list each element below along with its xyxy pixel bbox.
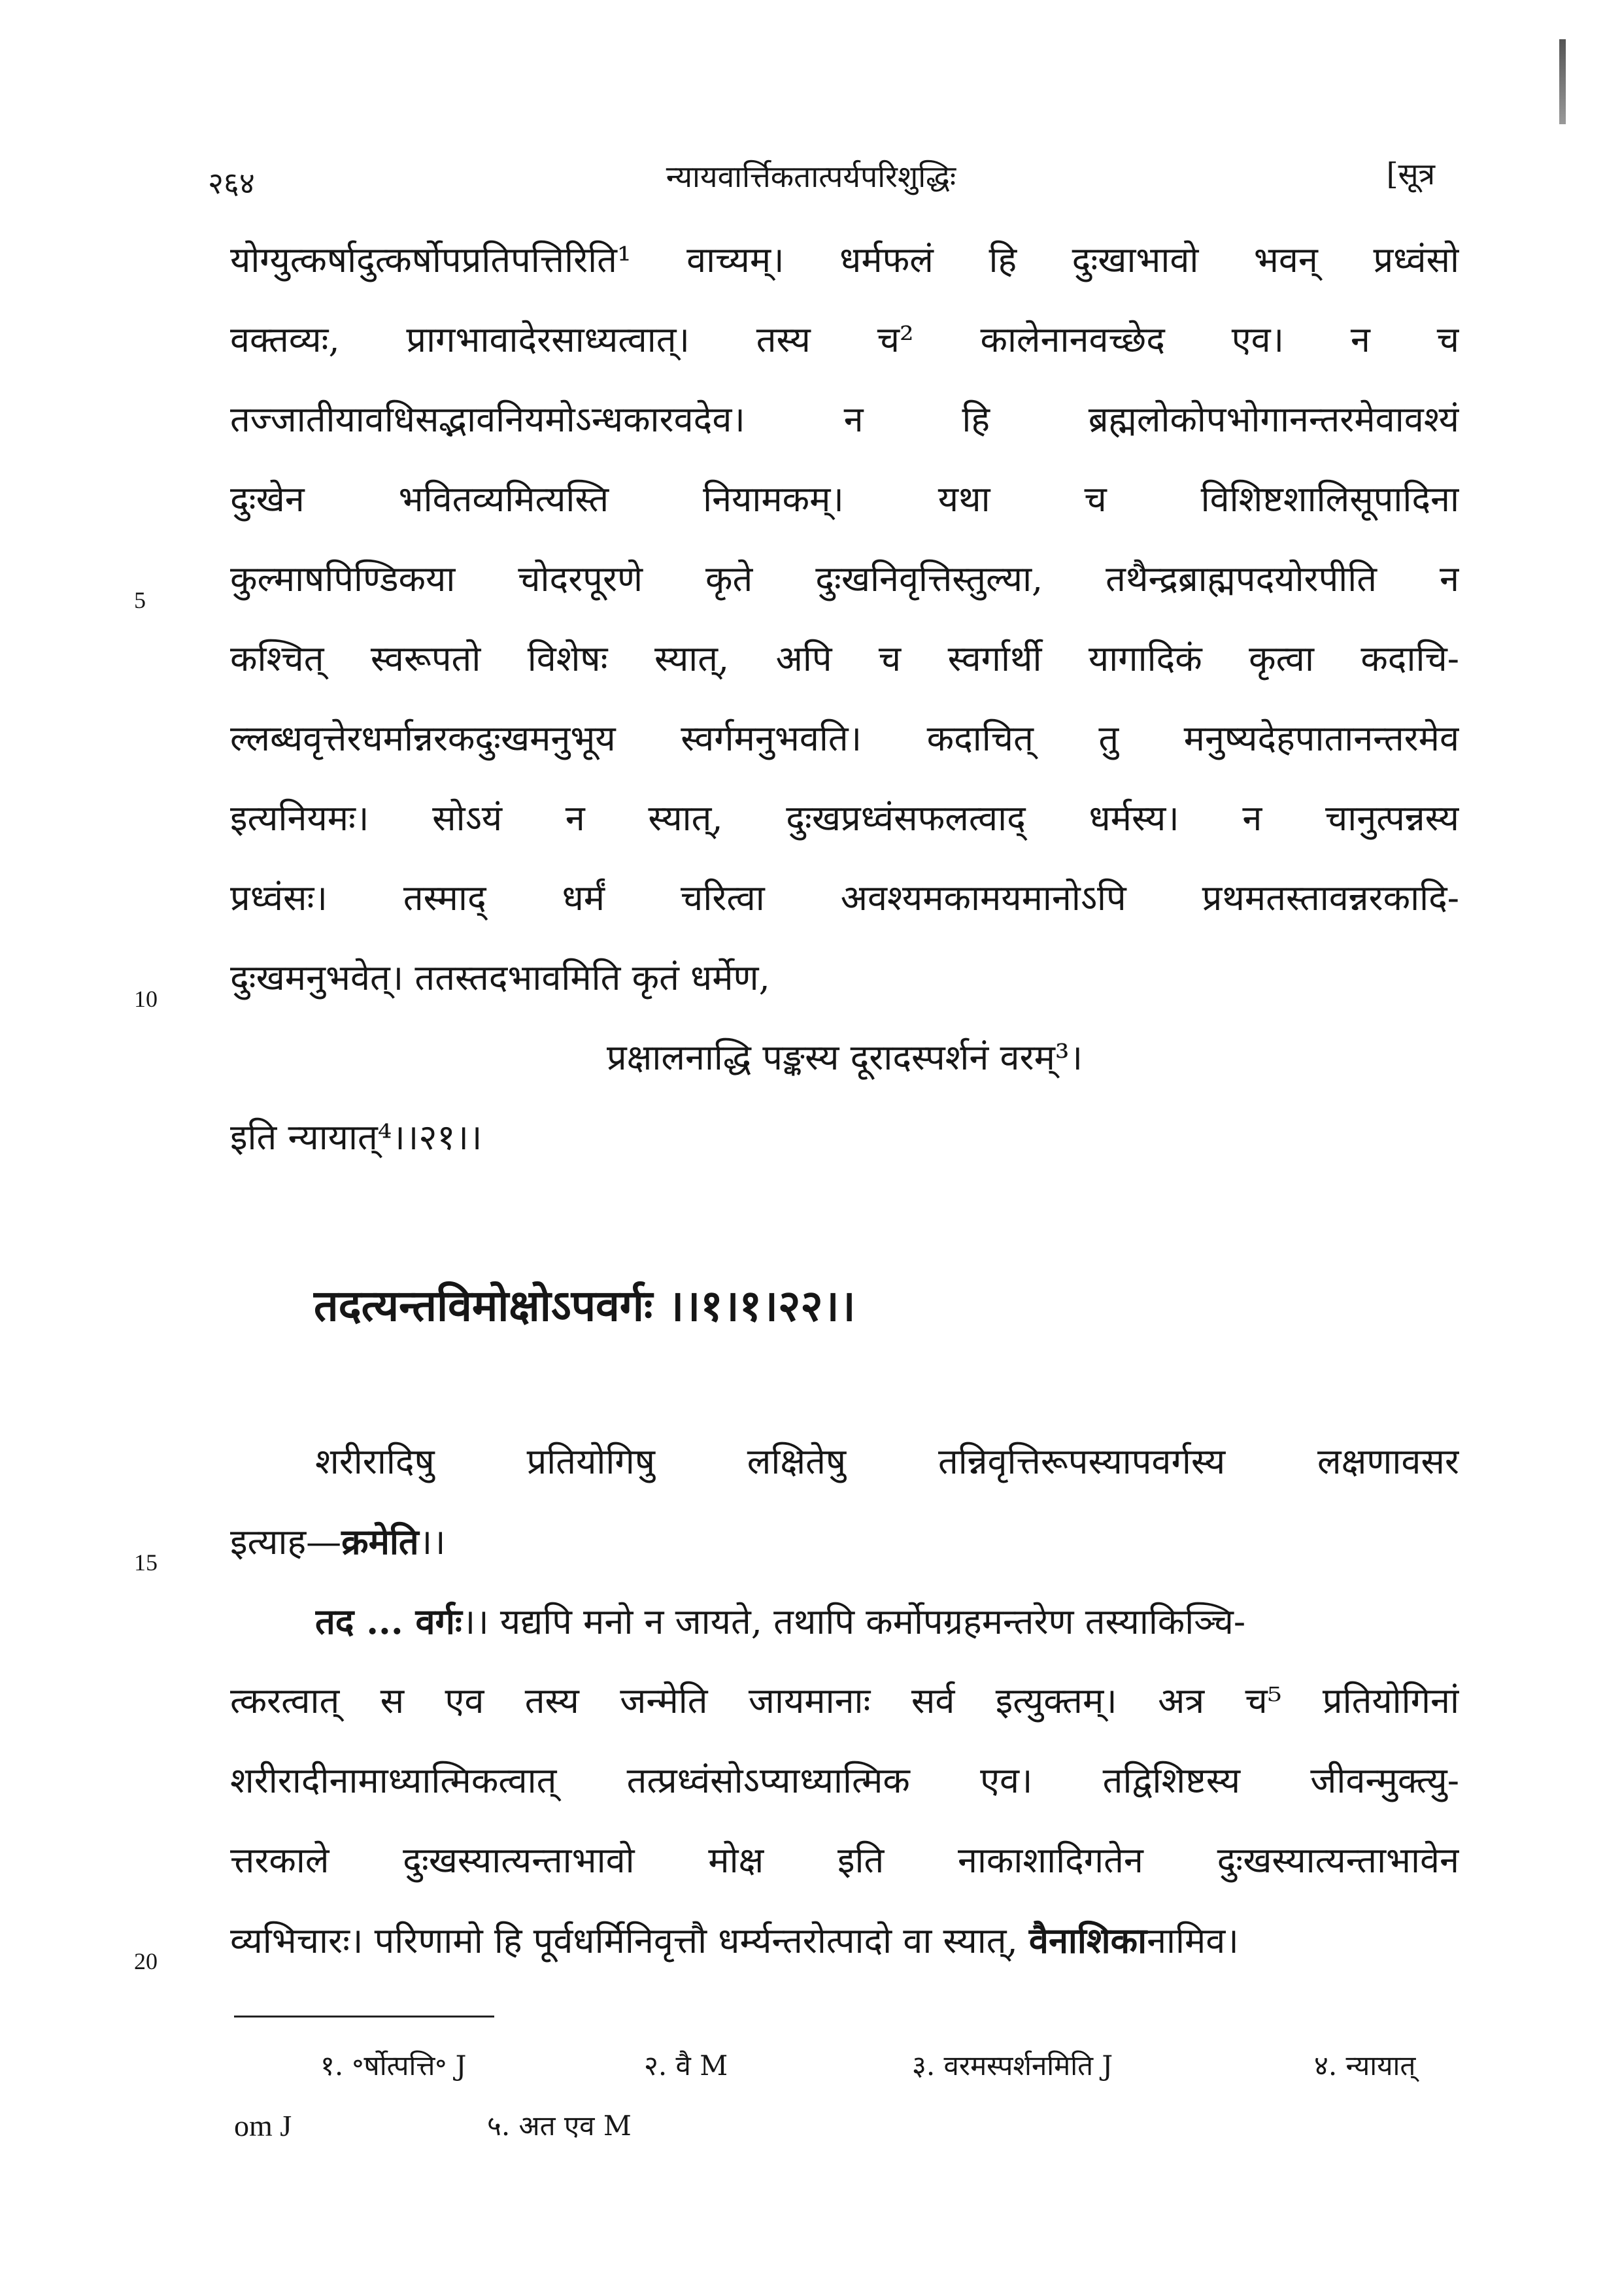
section-marker: [सूत्र (1386, 156, 1435, 192)
text-line: दुःखेन भवितव्यमित्यस्ति नियामकम्। यथा च विशिष्टशालिसूपादिना (230, 479, 1459, 520)
text-line: कुल्माषपिण्डिकया चोदरपूरणे कृते दुःखनिवृत्तिस्तुल्या, तथैन्द्रब्राह्मपदयोरपीति न (230, 558, 1459, 599)
text-run: नामिव। (1147, 1920, 1239, 1961)
text-line: तज्जातीयावधिसद्भावनियमोऽन्धकारवदेव। न हि ब्रह्मलोकोपभोगानन्तरमेवावश्यं (230, 399, 1459, 440)
text-line: शरीरादीनामाध्यात्मिकत्वात् तत्प्रध्वंसोऽप्याध्यात्मिक एव। तद्विशिष्टस्य जीवन्मुक्त्यु- (230, 1760, 1459, 1801)
footnote: ४. न्यायात् (1314, 2050, 1416, 2082)
text-line: कश्चित् स्वरूपतो विशेषः स्यात्, अपि च स्वर्गार्थी यागादिकं कृत्वा कदाचि- (230, 638, 1459, 679)
line-number: 5 (134, 587, 146, 613)
bold-keyword: क्रमेति (341, 1521, 419, 1562)
footnote-rule (234, 2016, 494, 2017)
footnote: ५. अत एव M (487, 2110, 632, 2142)
scan-edge-mark (1559, 39, 1566, 124)
text-line: त्तरकाले दुःखस्यात्यन्ताभावो मोक्ष इति नाकाशादिगतेन दुःखस्यात्यन्ताभावेन (230, 1840, 1459, 1881)
running-title: न्यायवार्त्तिकतात्पर्यपरिशुद्धिः (666, 159, 956, 194)
line-number: 10 (134, 986, 158, 1012)
text-line: वक्तव्यः, प्रागभावादेरसाध्यत्वात्। तस्य च² कालेनानवच्छेद एव। न च (230, 319, 1459, 360)
footnote: ३. वरमस्पर्शनमिति J (912, 2050, 1113, 2082)
verse-attribution: इति न्यायात्⁴।।२१।। (230, 1117, 482, 1158)
page-number: २६४ (208, 165, 255, 201)
text-line: इत्यनियमः। सोऽयं न स्यात्, दुःखप्रध्वंसफलत्वाद् धर्मस्य। न चानुत्पन्नस्य (230, 798, 1459, 839)
verse-quote: प्रक्षालनाद्धि पङ्कस्य दूरादस्पर्शनं वरम्³। (606, 1037, 1083, 1078)
line-number: 15 (134, 1549, 158, 1576)
paragraph-first-line (315, 1595, 1459, 1647)
line-number: 20 (134, 1948, 158, 1974)
text-run: व्यभिचारः। परिणामो हि पूर्वधर्मिनिवृत्तौ धर्म्यन्तरोत्पादो वा स्यात्, (230, 1920, 1029, 1961)
footnote: २. वै M (644, 2050, 728, 2082)
text-line (230, 1515, 1459, 1568)
running-header (0, 149, 1622, 201)
bold-keyword: वैनाशिका (1028, 1919, 1147, 1961)
sutra-heading: तदत्यन्तविमोक्षोऽपवर्गः ।।१।१।२२।। (314, 1280, 856, 1331)
footnote-continuation: om J (234, 2109, 292, 2142)
text-line (230, 1914, 1459, 1967)
footnote: १. ॰र्षोत्पत्ति॰ J (320, 2050, 467, 2082)
text-line: दुःखमनुभवेत्। ततस्तदभावमिति कृतं धर्मेण, (230, 957, 770, 998)
bold-pratika: तद ... वर्गः (315, 1600, 462, 1642)
text-line: त्करत्वात् स एव तस्य जन्मेति जायमानाः सर्व इत्युक्तम्। अत्र च⁵ प्रतियोगिनां (230, 1680, 1459, 1721)
text-line: योग्युत्कर्षादुत्कर्षोपप्रतिपत्तिरिति¹ वाच्यम्। धर्मफलं हि दुःखाभावो भवन् प्रध्वंसो (230, 239, 1459, 280)
text-line: ल्लब्धवृत्तेरधर्मान्नरकदुःखमनुभूय स्वर्गमनुभवति। कदाचित् तु मनुष्यदेहपातानन्तरमेव (230, 718, 1459, 759)
text-run: ।। यद्यपि मनो न जायते, तथापि कर्मोपग्रहमन्तरेण तस्याकिञ्चि- (462, 1601, 1246, 1642)
text-run: इत्याह— (230, 1521, 342, 1562)
text-line: प्रध्वंसः। तस्माद् धर्मं चरित्वा अवश्यमकामयमानोऽपि प्रथमतस्तावन्नरकादि- (230, 877, 1459, 919)
text-run: ।। (418, 1521, 446, 1562)
paragraph-first-line: शरीरादिषु प्रतियोगिषु लक्षितेषु तन्निवृत्तिरूपस्यापवर्गस्य लक्षणावसर (315, 1441, 1459, 1482)
